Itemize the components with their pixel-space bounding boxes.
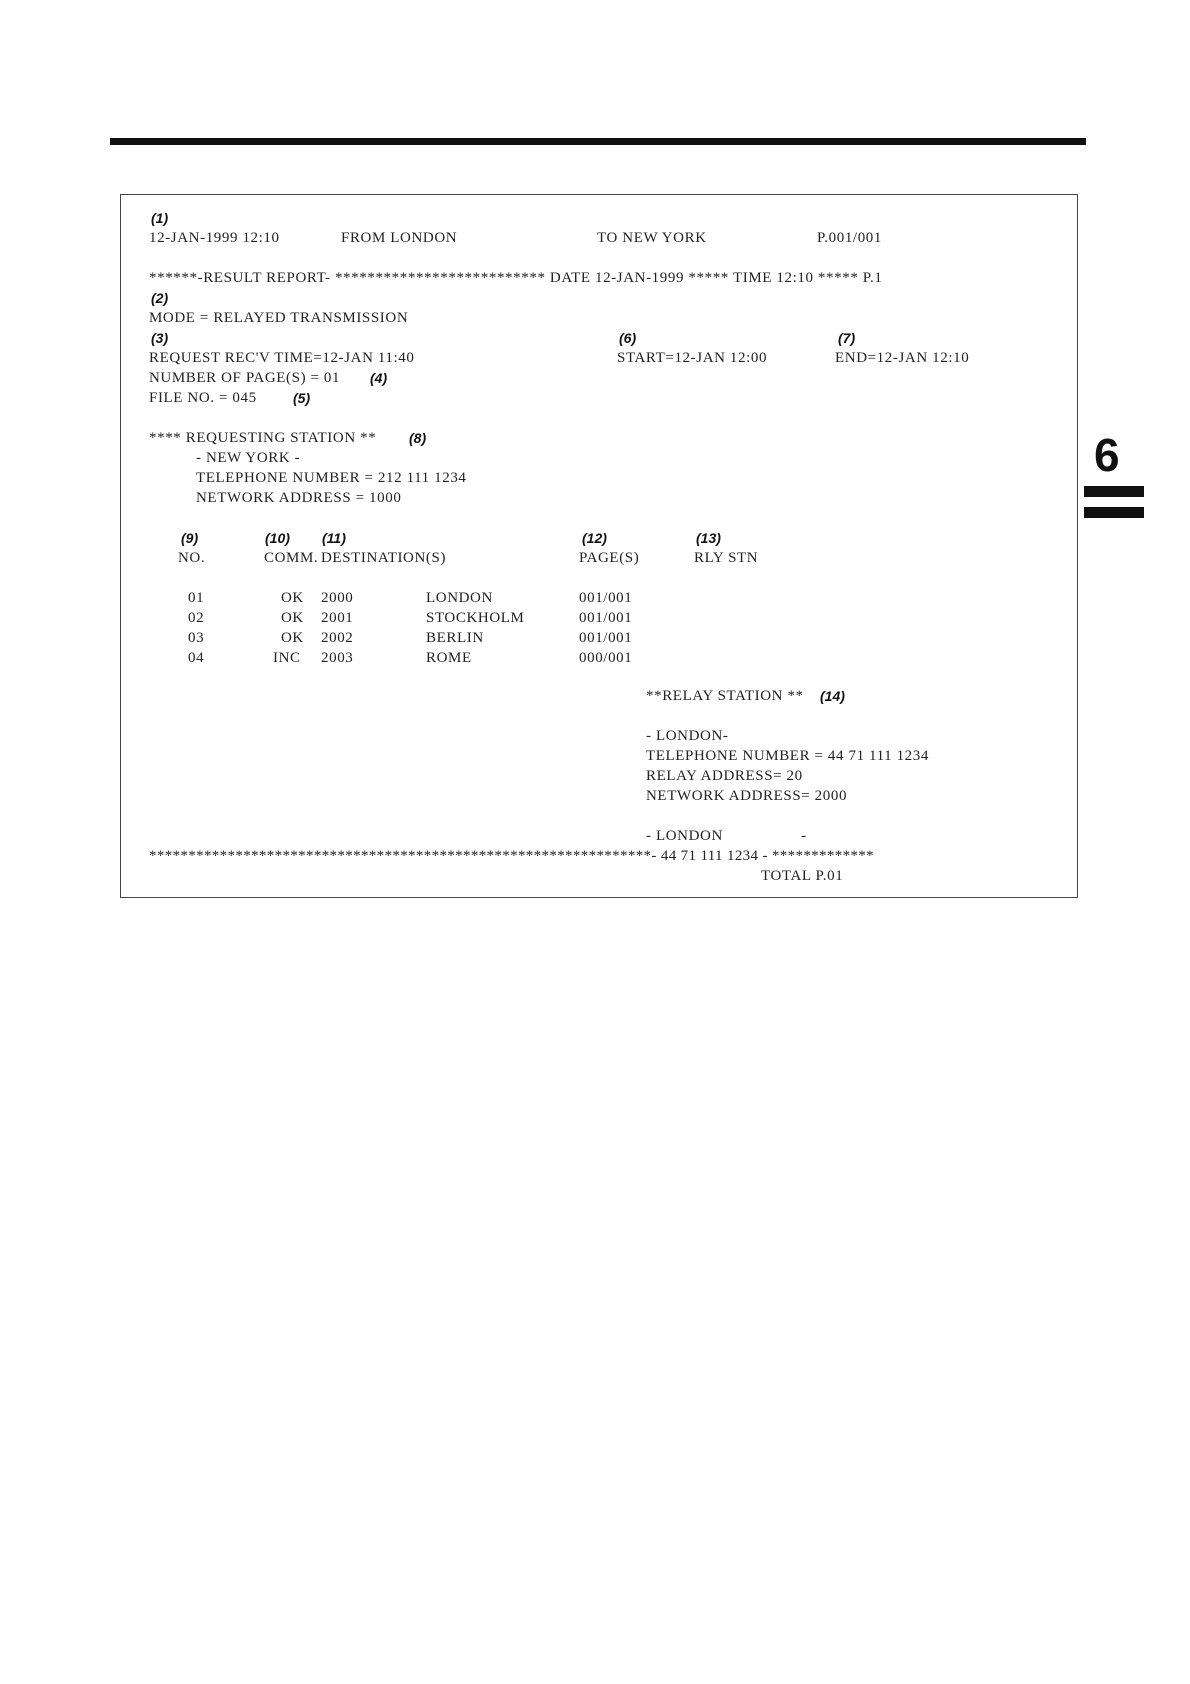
row-2-city: STOCKHOLM [426, 610, 525, 626]
start-time: START=12-JAN 12:00 [617, 350, 768, 366]
row-1-comm: OK [281, 590, 304, 606]
row-4-pages: 000/001 [579, 650, 633, 666]
callout-3: (3) [151, 330, 169, 346]
footer-star-line: ****************************************************************- 44 71 111 1234 - ************* [149, 848, 874, 864]
chapter-bar-lower [1084, 507, 1144, 518]
callout-6: (6) [619, 330, 637, 346]
relay-station-name: - LONDON- [646, 728, 729, 744]
header-to: TO NEW YORK [597, 230, 707, 246]
callout-10: (10) [265, 530, 290, 546]
callout-8: (8) [409, 430, 427, 446]
row-2-pages: 001/001 [579, 610, 633, 626]
row-2-no: 02 [188, 610, 205, 626]
header-from: FROM LONDON [341, 230, 458, 246]
callout-1: (1) [151, 210, 169, 226]
total-pages: TOTAL P.01 [761, 868, 844, 884]
callout-2: (2) [151, 290, 169, 306]
row-3-city: BERLIN [426, 630, 484, 646]
row-1-code: 2000 [321, 590, 354, 606]
callout-4: (4) [370, 370, 388, 386]
callout-13: (13) [696, 530, 721, 546]
row-3-code: 2002 [321, 630, 354, 646]
row-2-comm: OK [281, 610, 304, 626]
relay-address: RELAY ADDRESS= 20 [646, 768, 803, 784]
end-time: END=12-JAN 12:10 [835, 350, 970, 366]
row-3-no: 03 [188, 630, 205, 646]
relay-telephone: TELEPHONE NUMBER = 44 71 111 1234 [646, 748, 929, 764]
row-1-no: 01 [188, 590, 205, 606]
row-1-pages: 001/001 [579, 590, 633, 606]
col-header-rly-stn: RLY STN [694, 550, 759, 566]
row-4-city: ROME [426, 650, 472, 666]
callout-7: (7) [838, 330, 856, 346]
col-header-no: NO. [178, 550, 206, 566]
row-2-code: 2001 [321, 610, 354, 626]
callout-12: (12) [582, 530, 607, 546]
requesting-station-title: **** REQUESTING STATION ** [149, 430, 377, 446]
col-header-pages: PAGE(S) [579, 550, 640, 566]
requesting-network-address: NETWORK ADDRESS = 1000 [196, 490, 402, 506]
row-4-no: 04 [188, 650, 205, 666]
row-1-city: LONDON [426, 590, 493, 606]
file-number: FILE NO. = 045 [149, 390, 257, 406]
col-header-destination: DESTINATION(S) [321, 550, 447, 566]
callout-11: (11) [322, 530, 346, 546]
requesting-telephone: TELEPHONE NUMBER = 212 111 1234 [196, 470, 467, 486]
footer-station-line: - LONDON - [646, 828, 807, 844]
chapter-bar-upper [1084, 486, 1144, 497]
callout-14: (14) [820, 688, 845, 704]
col-header-comm: COMM. [264, 550, 319, 566]
row-4-comm: INC [273, 650, 301, 666]
request-time: REQUEST REC'V TIME=12-JAN 11:40 [149, 350, 415, 366]
header-datetime: 12-JAN-1999 12:10 [149, 230, 280, 246]
report-printout [120, 194, 1078, 898]
requesting-station-name: - NEW YORK - [196, 450, 301, 466]
mode-line: MODE = RELAYED TRANSMISSION [149, 310, 409, 326]
relay-network-address: NETWORK ADDRESS= 2000 [646, 788, 848, 804]
row-3-comm: OK [281, 630, 304, 646]
header-page: P.001/001 [817, 230, 882, 246]
row-3-pages: 001/001 [579, 630, 633, 646]
chapter-number: 6 [1094, 429, 1120, 481]
number-of-pages: NUMBER OF PAGE(S) = 01 [149, 370, 341, 386]
row-4-code: 2003 [321, 650, 354, 666]
callout-9: (9) [181, 530, 199, 546]
relay-station-title: **RELAY STATION ** [646, 688, 804, 704]
top-rule [110, 138, 1086, 145]
callout-5: (5) [293, 390, 311, 406]
result-report-line: ******-RESULT REPORT- ************************** DATE 12-JAN-1999 ***** TIME 12:10 ***** P.1 [149, 270, 883, 286]
